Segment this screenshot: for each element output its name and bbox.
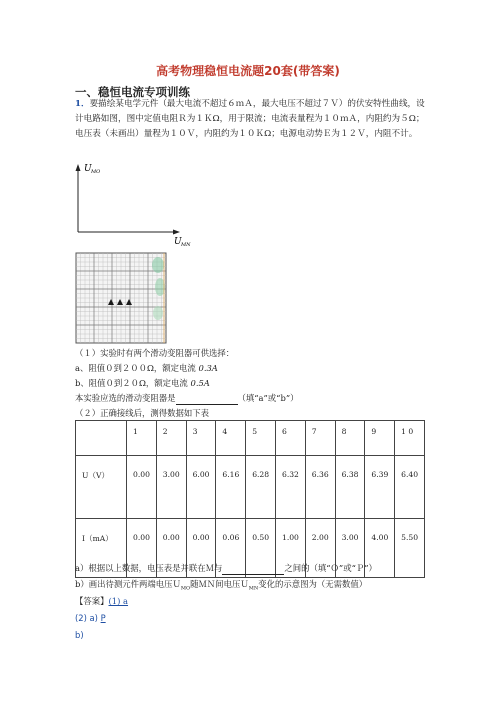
question-a: a）根据以上数据，电压表是并联在Ｍ与 之间的（填“Ｏ”或“Ｐ”） (75, 563, 377, 573)
problem-statement (75, 97, 425, 142)
q1-option-b: b、阻值０到２０Ω，额定电流 0.5A (75, 378, 210, 388)
table-row-current: I（mA） 0.00 0.00 0.00 0.06 0.50 1.00 2.00 3.00 4.00 5.50 (76, 519, 425, 578)
table-row-voltage: U（V） 0.00 3.00 6.00 6.16 6.28 6.32 6.36 6.38 6.39 6.40 (76, 456, 425, 519)
option-a-current: 0.3A (198, 363, 218, 373)
x-axis-label: U (174, 237, 182, 247)
y-axis-label-sub: MO (91, 169, 101, 175)
umo-umn-axes-figure (72, 162, 191, 248)
q1-intro: （１）实验时有两个滑动变阻器可供选择： (75, 348, 235, 358)
problem-number: 1． (75, 99, 90, 109)
question-b: b）画出待测元件两端电压Ｕ$_{MO}$随ＭＮ间电压Ｕ$_{MN}$变化的示意图为（无需数值） (75, 579, 368, 592)
q1-answer-blank[interactable] (176, 394, 238, 405)
graph-paper-figure (76, 253, 166, 343)
row-label-voltage: U（V） (76, 456, 127, 519)
section-heading: 一、稳恒电流专项训练 (75, 85, 190, 99)
qa-answer-blank[interactable] (222, 564, 284, 575)
y-axis-label: U (84, 164, 92, 174)
answer-label-line (75, 595, 128, 608)
x-axis-label-sub: MN (181, 242, 191, 248)
x-axis-arrow (173, 230, 180, 235)
q2-intro: （２）正确接线后，测得数据如下表 (75, 408, 209, 418)
document-title: 高考物理稳恒电流题20套(带答案) (156, 64, 340, 78)
q1-question: 本实验应选的滑动变阻器是 （填“a”或“b”） (75, 393, 299, 403)
answer-3: b) (75, 630, 84, 640)
option-b-current: 0.5A (190, 378, 210, 388)
answer-2: (2) a) P (75, 613, 106, 623)
y-axis-arrow (76, 164, 81, 171)
answer-1: (1) a (108, 596, 129, 606)
row-label-current: I（mA） (76, 519, 127, 578)
problem-text: 要描绘某电学元件（最大电流不超过６ｍＡ，最大电压不超过７Ｖ）的伏安特性曲线，设计电路如图，图中定值电阻Ｒ为１ＫΩ，用于限流；电流表量程为１０ｍＡ，内阻约为５Ω；电压表（未画出）量程为１０Ｖ，内阻约为１０ＫΩ；电源电动势Ｅ为１２Ｖ，内阻不计。 (75, 99, 425, 139)
table-header-row: 1 2 3 4 5 6 7 8 9 1 0 (76, 421, 425, 456)
q1-option-a: a、阻值０到２００Ω，额定电流 0.3A (75, 363, 218, 373)
answer-label: 【答案】 (75, 596, 109, 606)
measurement-table (75, 420, 425, 578)
